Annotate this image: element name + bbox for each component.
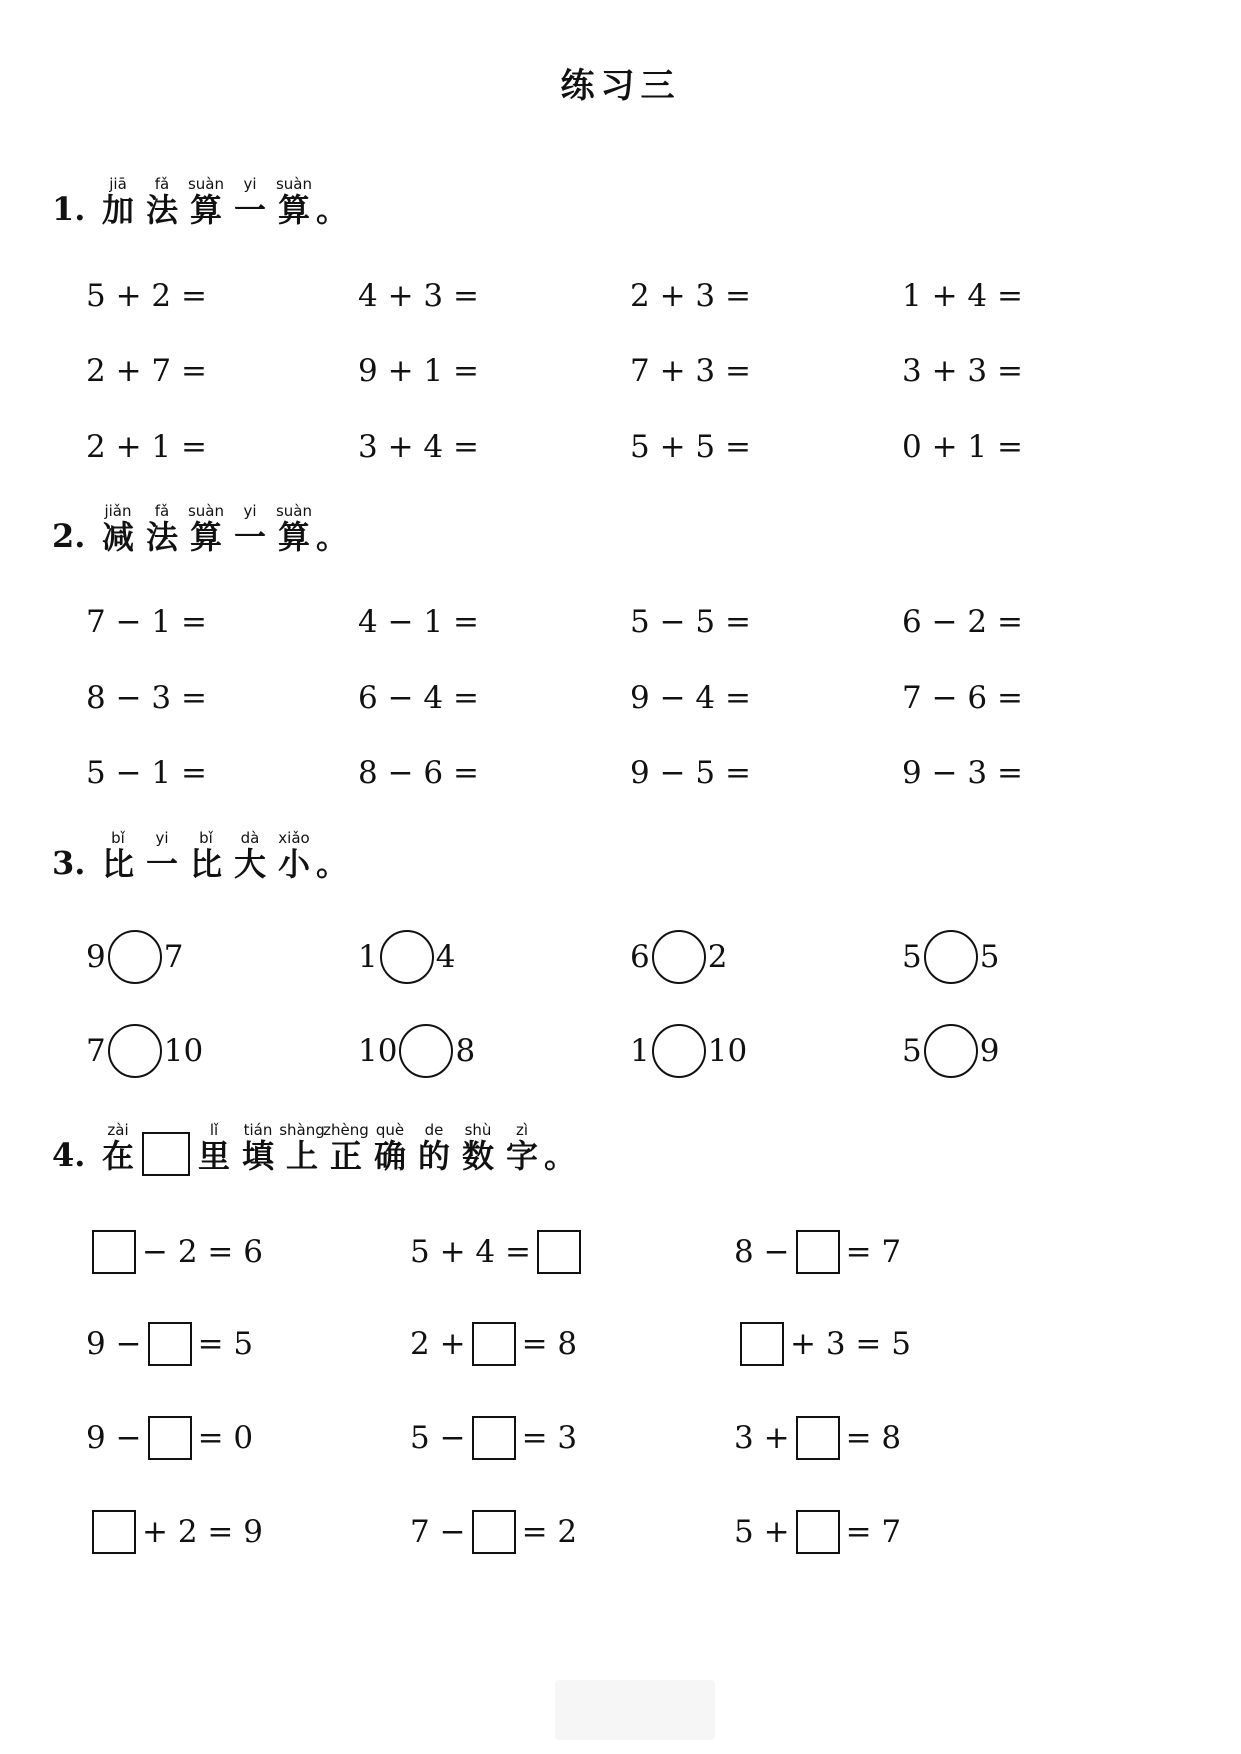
pinyin: zì [515,1121,529,1139]
compare-circle[interactable] [108,1024,162,1078]
answer-box[interactable] [148,1416,192,1460]
subtraction-problem: 5 − 5 = [630,604,751,640]
pinyin: fǎ [154,502,170,520]
subtraction-problem: 7 − 1 = [86,604,207,640]
section-number: 4. [52,1136,86,1174]
equation-part: = 2 [521,1514,578,1550]
pinyin: suàn [187,502,225,520]
subtraction-problem: 9 − 5 = [630,755,751,791]
heading-char: 的 [417,1137,450,1175]
fill-in-item [410,1322,577,1366]
answer-box[interactable] [472,1510,516,1554]
addition-problem: 5 + 2 = [86,278,207,314]
pinyin: yi [243,502,257,520]
pinyin: suàn [275,175,313,193]
pinyin: lǐ [209,1121,219,1139]
addition-problem: 7 + 3 = [630,353,751,389]
equation-part: 2 + [410,1326,466,1362]
equation-part: 3 + [734,1420,790,1456]
equation-part: 5 + 4 = [410,1234,531,1270]
heading-char: 数 [461,1137,494,1175]
addition-problem: 2 + 1 = [86,429,207,465]
pinyin: jiā [109,175,127,193]
fill-in-item [734,1510,901,1554]
equation-part: = 7 [845,1234,902,1270]
scan-artifact [555,1680,715,1740]
fill-in-item [410,1230,587,1274]
compare-item [358,930,455,984]
right-number: 5 [979,939,1000,975]
heading-char: 一 [145,845,178,883]
equation-part: 7 − [410,1514,466,1550]
heading-char: 算 [189,518,222,556]
compare-item [86,930,183,984]
heading-char: 法 [145,191,178,229]
pinyin: yi [243,175,257,193]
heading-char: 里 [197,1137,230,1175]
heading-char: 正 [329,1137,362,1175]
subtraction-problem: 7 − 6 = [902,680,1023,716]
addition-problem: 5 + 5 = [630,429,751,465]
addition-problem: 2 + 3 = [630,278,751,314]
pinyin: xiǎo [278,829,310,847]
heading-char: 算 [189,191,222,229]
compare-circle[interactable] [399,1024,453,1078]
subtraction-problem: 8 − 3 = [86,680,207,716]
pinyin: shù [464,1121,492,1139]
fill-in-item [86,1510,263,1554]
left-number: 10 [358,1033,398,1069]
right-number: 9 [979,1033,1000,1069]
subtraction-problem: 8 − 6 = [358,755,479,791]
addition-problem: 3 + 4 = [358,429,479,465]
left-number: 9 [86,939,106,975]
subtraction-problem: 4 − 1 = [358,604,479,640]
heading-period: 。 [316,191,349,229]
section-1-heading [52,175,349,229]
equation-part: = 5 [197,1326,254,1362]
right-number: 8 [455,1033,476,1069]
right-number: 10 [707,1033,748,1069]
subtraction-problem: 9 − 4 = [630,680,751,716]
pinyin: dà [240,829,260,847]
pinyin: shàng [279,1121,325,1139]
section-number: 3. [52,844,86,882]
subtraction-problem: 9 − 3 = [902,755,1023,791]
heading-char: 比 [101,845,134,883]
subtraction-problem: 6 − 2 = [902,604,1023,640]
subtraction-problem: 6 − 4 = [358,680,479,716]
compare-circle[interactable] [108,930,162,984]
heading-char: 算 [277,518,310,556]
pinyin: zhèng [323,1121,369,1139]
heading-char: 小 [277,845,310,883]
left-number: 1 [630,1033,650,1069]
pinyin: zài [107,1121,129,1139]
compare-item [630,930,727,984]
heading-char: 上 [285,1137,318,1175]
fill-in-item [86,1322,253,1366]
compare-circle[interactable] [380,930,434,984]
section-3-heading [52,829,349,883]
fill-in-item [86,1416,253,1460]
addition-problem: 9 + 1 = [358,353,479,389]
compare-circle[interactable] [652,930,706,984]
heading-char: 减 [101,518,134,556]
addition-problem: 1 + 4 = [902,278,1023,314]
equation-part: 8 − [734,1234,790,1270]
addition-problem: 0 + 1 = [902,429,1023,465]
section-4-heading [52,1121,577,1175]
pinyin: què [375,1121,405,1139]
answer-box[interactable] [92,1230,136,1274]
heading-char: 一 [233,518,266,556]
pinyin: fǎ [154,175,170,193]
heading-char: 字 [505,1137,538,1175]
pinyin: de [424,1121,444,1139]
equation-part: = 8 [521,1326,578,1362]
right-number: 2 [707,939,728,975]
heading-char: 法 [145,518,178,556]
section-2-heading [52,502,349,556]
compare-circle[interactable] [924,930,978,984]
heading-char: 算 [277,191,310,229]
compare-item [86,1024,203,1078]
answer-box[interactable] [796,1510,840,1554]
equation-part: = 7 [845,1514,902,1550]
right-number: 4 [435,939,456,975]
pinyin: suàn [187,175,225,193]
heading-char: 填 [241,1137,274,1175]
section-number: 2. [52,517,86,555]
compare-item [358,1024,475,1078]
answer-box[interactable] [796,1416,840,1460]
equation-part: − 2 = 6 [142,1234,263,1270]
heading-char: 在 [101,1137,134,1175]
page-title: 练习三 [560,66,681,106]
equation-part: 5 + [734,1514,790,1550]
left-number: 5 [902,1033,922,1069]
pinyin: bǐ [199,829,213,847]
fill-in-item [410,1510,577,1554]
heading-period: 。 [544,1137,577,1175]
fill-in-item [734,1230,901,1274]
fill-in-item [86,1230,263,1274]
addition-problem: 2 + 7 = [86,353,207,389]
compare-item [630,1024,747,1078]
fill-in-item [734,1322,911,1366]
subtraction-problem: 5 − 1 = [86,755,207,791]
compare-item [902,1024,999,1078]
heading-char: 大 [233,845,266,883]
equation-part: + 3 = 5 [790,1326,911,1362]
heading-char: 确 [373,1137,406,1175]
equation-part: 9 − [86,1326,142,1362]
answer-box[interactable] [148,1322,192,1366]
pinyin: suàn [275,502,313,520]
equation-part: = 3 [521,1420,578,1456]
answer-box[interactable] [472,1322,516,1366]
answer-box[interactable] [92,1510,136,1554]
addition-problem: 3 + 3 = [902,353,1023,389]
equation-part: = 8 [845,1420,902,1456]
fill-in-item [410,1416,577,1460]
heading-period: 。 [316,845,349,883]
pinyin: bǐ [111,829,125,847]
equation-part: 9 − [86,1420,142,1456]
answer-box[interactable] [740,1322,784,1366]
left-number: 7 [86,1033,106,1069]
compare-circle[interactable] [924,1024,978,1078]
left-number: 1 [358,939,378,975]
answer-box[interactable] [537,1230,581,1274]
fill-in-item [734,1416,901,1460]
addition-problem: 4 + 3 = [358,278,479,314]
heading-char: 比 [189,845,222,883]
heading-char: 加 [101,191,134,229]
pinyin: yi [155,829,169,847]
equation-part: 5 − [410,1420,466,1456]
answer-box[interactable] [472,1416,516,1460]
heading-period: 。 [316,518,349,556]
heading-char: 一 [233,191,266,229]
equation-part: = 0 [197,1420,254,1456]
pinyin: tián [243,1121,273,1139]
right-number: 7 [163,939,184,975]
pinyin: jiǎn [104,502,132,520]
compare-circle[interactable] [652,1024,706,1078]
equation-part: + 2 = 9 [142,1514,263,1550]
left-number: 6 [630,939,650,975]
right-number: 10 [163,1033,204,1069]
section-number: 1. [52,190,86,228]
left-number: 5 [902,939,922,975]
compare-item [902,930,999,984]
answer-box[interactable] [796,1230,840,1274]
